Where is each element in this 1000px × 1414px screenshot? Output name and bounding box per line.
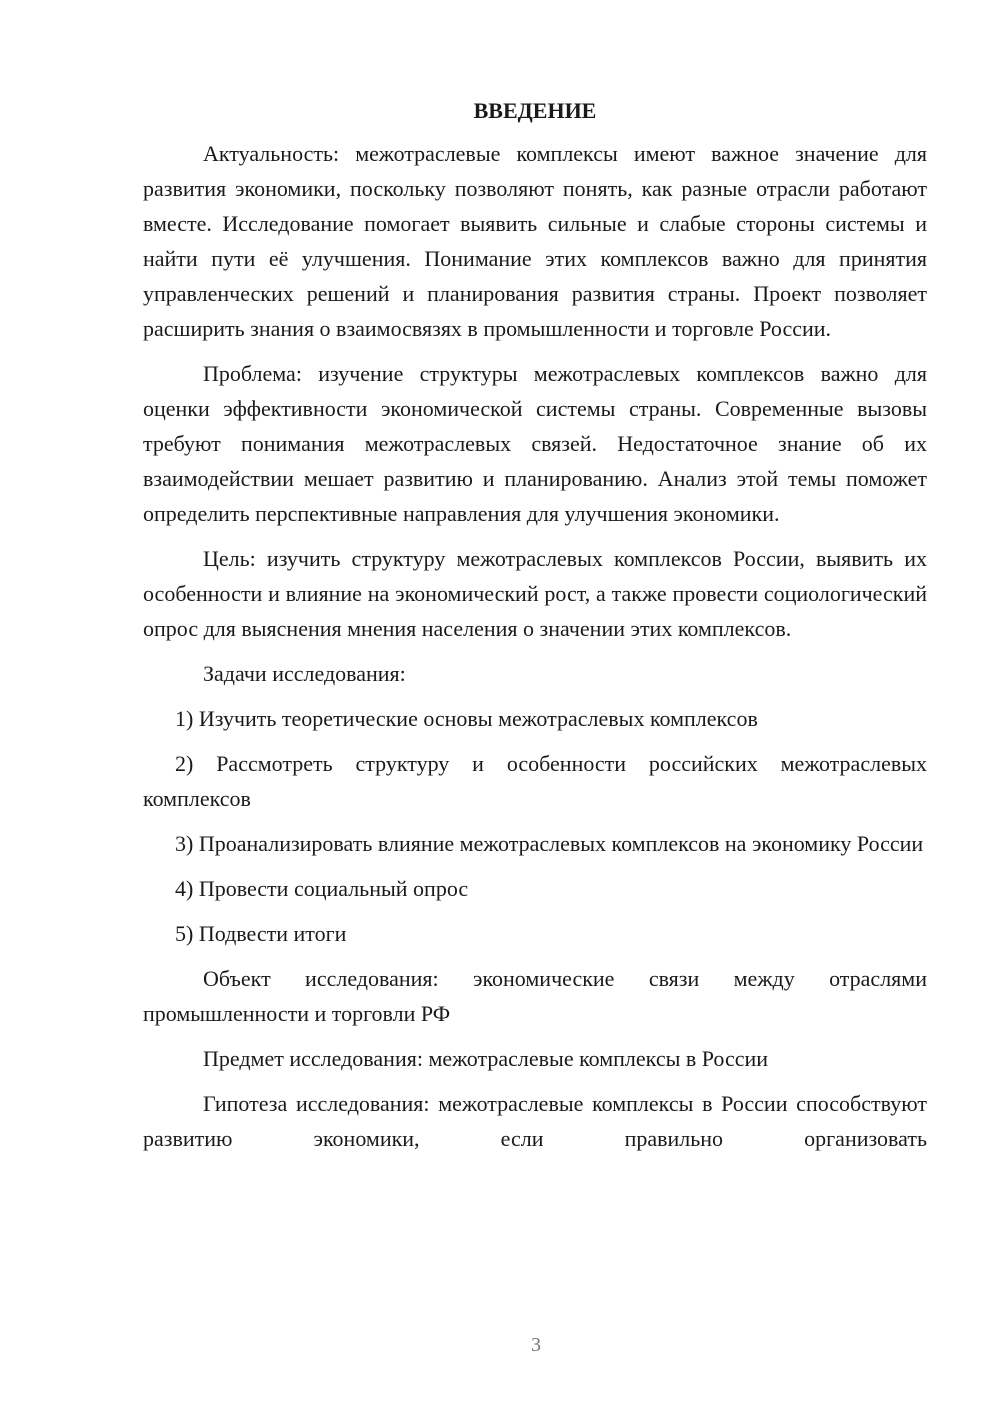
task-item-1: 1) Изучить теоретические основы межотраслевых комплексов bbox=[175, 706, 758, 731]
paragraph-problem: Проблема: изучение структуры межотраслевых комплексов важно для оценки эффективности экономической системы страны. Современные вызовы требуют понимания межотраслевых связей. Недостаточное знание об их взаимодействии мешает развитию и планированию. Анализ этой темы поможет определить перспективные направления для улучшения экономики. bbox=[143, 361, 927, 526]
page-title: ВВЕДЕНИЕ bbox=[473, 98, 597, 123]
paragraph-hypothesis: Гипотеза исследования: межотраслевые комплексы в России способствуют развитию экономики, если правильно организовать bbox=[143, 1091, 927, 1151]
page-content bbox=[143, 96, 927, 1166]
task-item-5: 5) Подвести итоги bbox=[175, 921, 347, 946]
paragraph-relevance: Актуальность: межотраслевые комплексы имеют важное значение для развития экономики, поскольку позволяют понять, как разные отрасли работают вместе. Исследование помогает выявить сильные и слабые стороны системы и найти пути её улучшения. Понимание этих комплексов важно для принятия управленческих решений и планирования развития страны. Проект позволяет расширить знания о взаимосвязях в промышленности и торговле России. bbox=[143, 141, 927, 341]
task-item-4: 4) Провести социальный опрос bbox=[175, 876, 469, 901]
task-item-3: 3) Проанализировать влияние межотраслевых комплексов на экономику России bbox=[175, 831, 924, 856]
task-item-2: 2) Рассмотреть структуру и особенности российских межотраслевых комплексов bbox=[143, 751, 927, 811]
paragraph-goal: Цель: изучить структуру межотраслевых комплексов России, выявить их особенности и влияние на экономический рост, а также провести социологический опрос для выяснения мнения населения о значении этих комплексов. bbox=[143, 546, 927, 641]
page-number: 3 bbox=[531, 1334, 541, 1356]
paragraph-subject: Предмет исследования: межотраслевые комплексы в России bbox=[203, 1046, 769, 1071]
paragraph-object: Объект исследования: экономические связи между отраслями промышленности и торговли РФ bbox=[143, 966, 927, 1026]
tasks-heading: Задачи исследования: bbox=[203, 661, 406, 686]
